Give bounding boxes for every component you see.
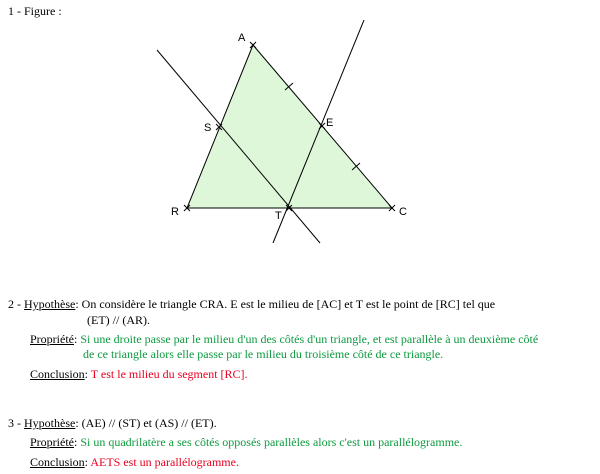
label-e: E (326, 117, 334, 129)
triangle-figure (0, 20, 600, 280)
hypothesis-text-cont: (ET) // (AR). (87, 313, 150, 327)
property-text: Si un quadrilatère a ses côtés opposés parallèles alors c'est un parallélogramme. (80, 435, 463, 449)
label-s: S (204, 122, 212, 134)
section3-number: 3 - (8, 416, 21, 430)
property-text-cont: de ce triangle alors elle passe par le milieu du troisième côté de ce triangle. (83, 347, 444, 361)
label-t: T (275, 210, 282, 222)
section2-number: 2 - (8, 297, 21, 311)
hypothesis-text: : (AE) // (ST) et (AS) // (ET). (75, 416, 217, 430)
property-label: Propriété (30, 435, 74, 449)
conclusion-label: Conclusion (30, 367, 85, 381)
conclusion-text: T est le milieu du segment [RC]. (90, 367, 248, 381)
figure-heading: 1 - Figure : (8, 4, 62, 18)
section2-property: Propriété: Si une droite passe par le milieu d'un des côtés d'un triangle, et est parallèle à un deuxième côté (30, 332, 539, 346)
hypothesis-text: : On considère le triangle CRA. E est le milieu de [AC] et T est le point de [RC] tel que (75, 297, 496, 311)
section3-conclusion: Conclusion: AETS est un parallélogramme. (30, 455, 239, 469)
section2-conclusion: Conclusion: T est le milieu du segment [RC]. (30, 367, 248, 381)
conclusion-label: Conclusion (30, 455, 85, 469)
section3-hypothesis (8, 416, 217, 431)
section3-property: Propriété: Si un quadrilatère a ses côtés opposés parallèles alors c'est un parallélogramme. (30, 435, 463, 449)
triangle-cra (187, 45, 392, 208)
property-label: Propriété (30, 332, 74, 346)
section2-hypothesis (8, 297, 495, 312)
hypothesis-label: Hypothèse (24, 297, 76, 311)
property-text: Si une droite passe par le milieu d'un des côtés d'un triangle, et est parallèle à un deuxième côté (80, 332, 539, 346)
label-r: R (171, 206, 179, 218)
conclusion-text: AETS est un parallélogramme. (90, 455, 239, 469)
hypothesis-label: Hypothèse (24, 416, 76, 430)
label-a: A (238, 32, 246, 44)
label-c: C (399, 206, 407, 218)
